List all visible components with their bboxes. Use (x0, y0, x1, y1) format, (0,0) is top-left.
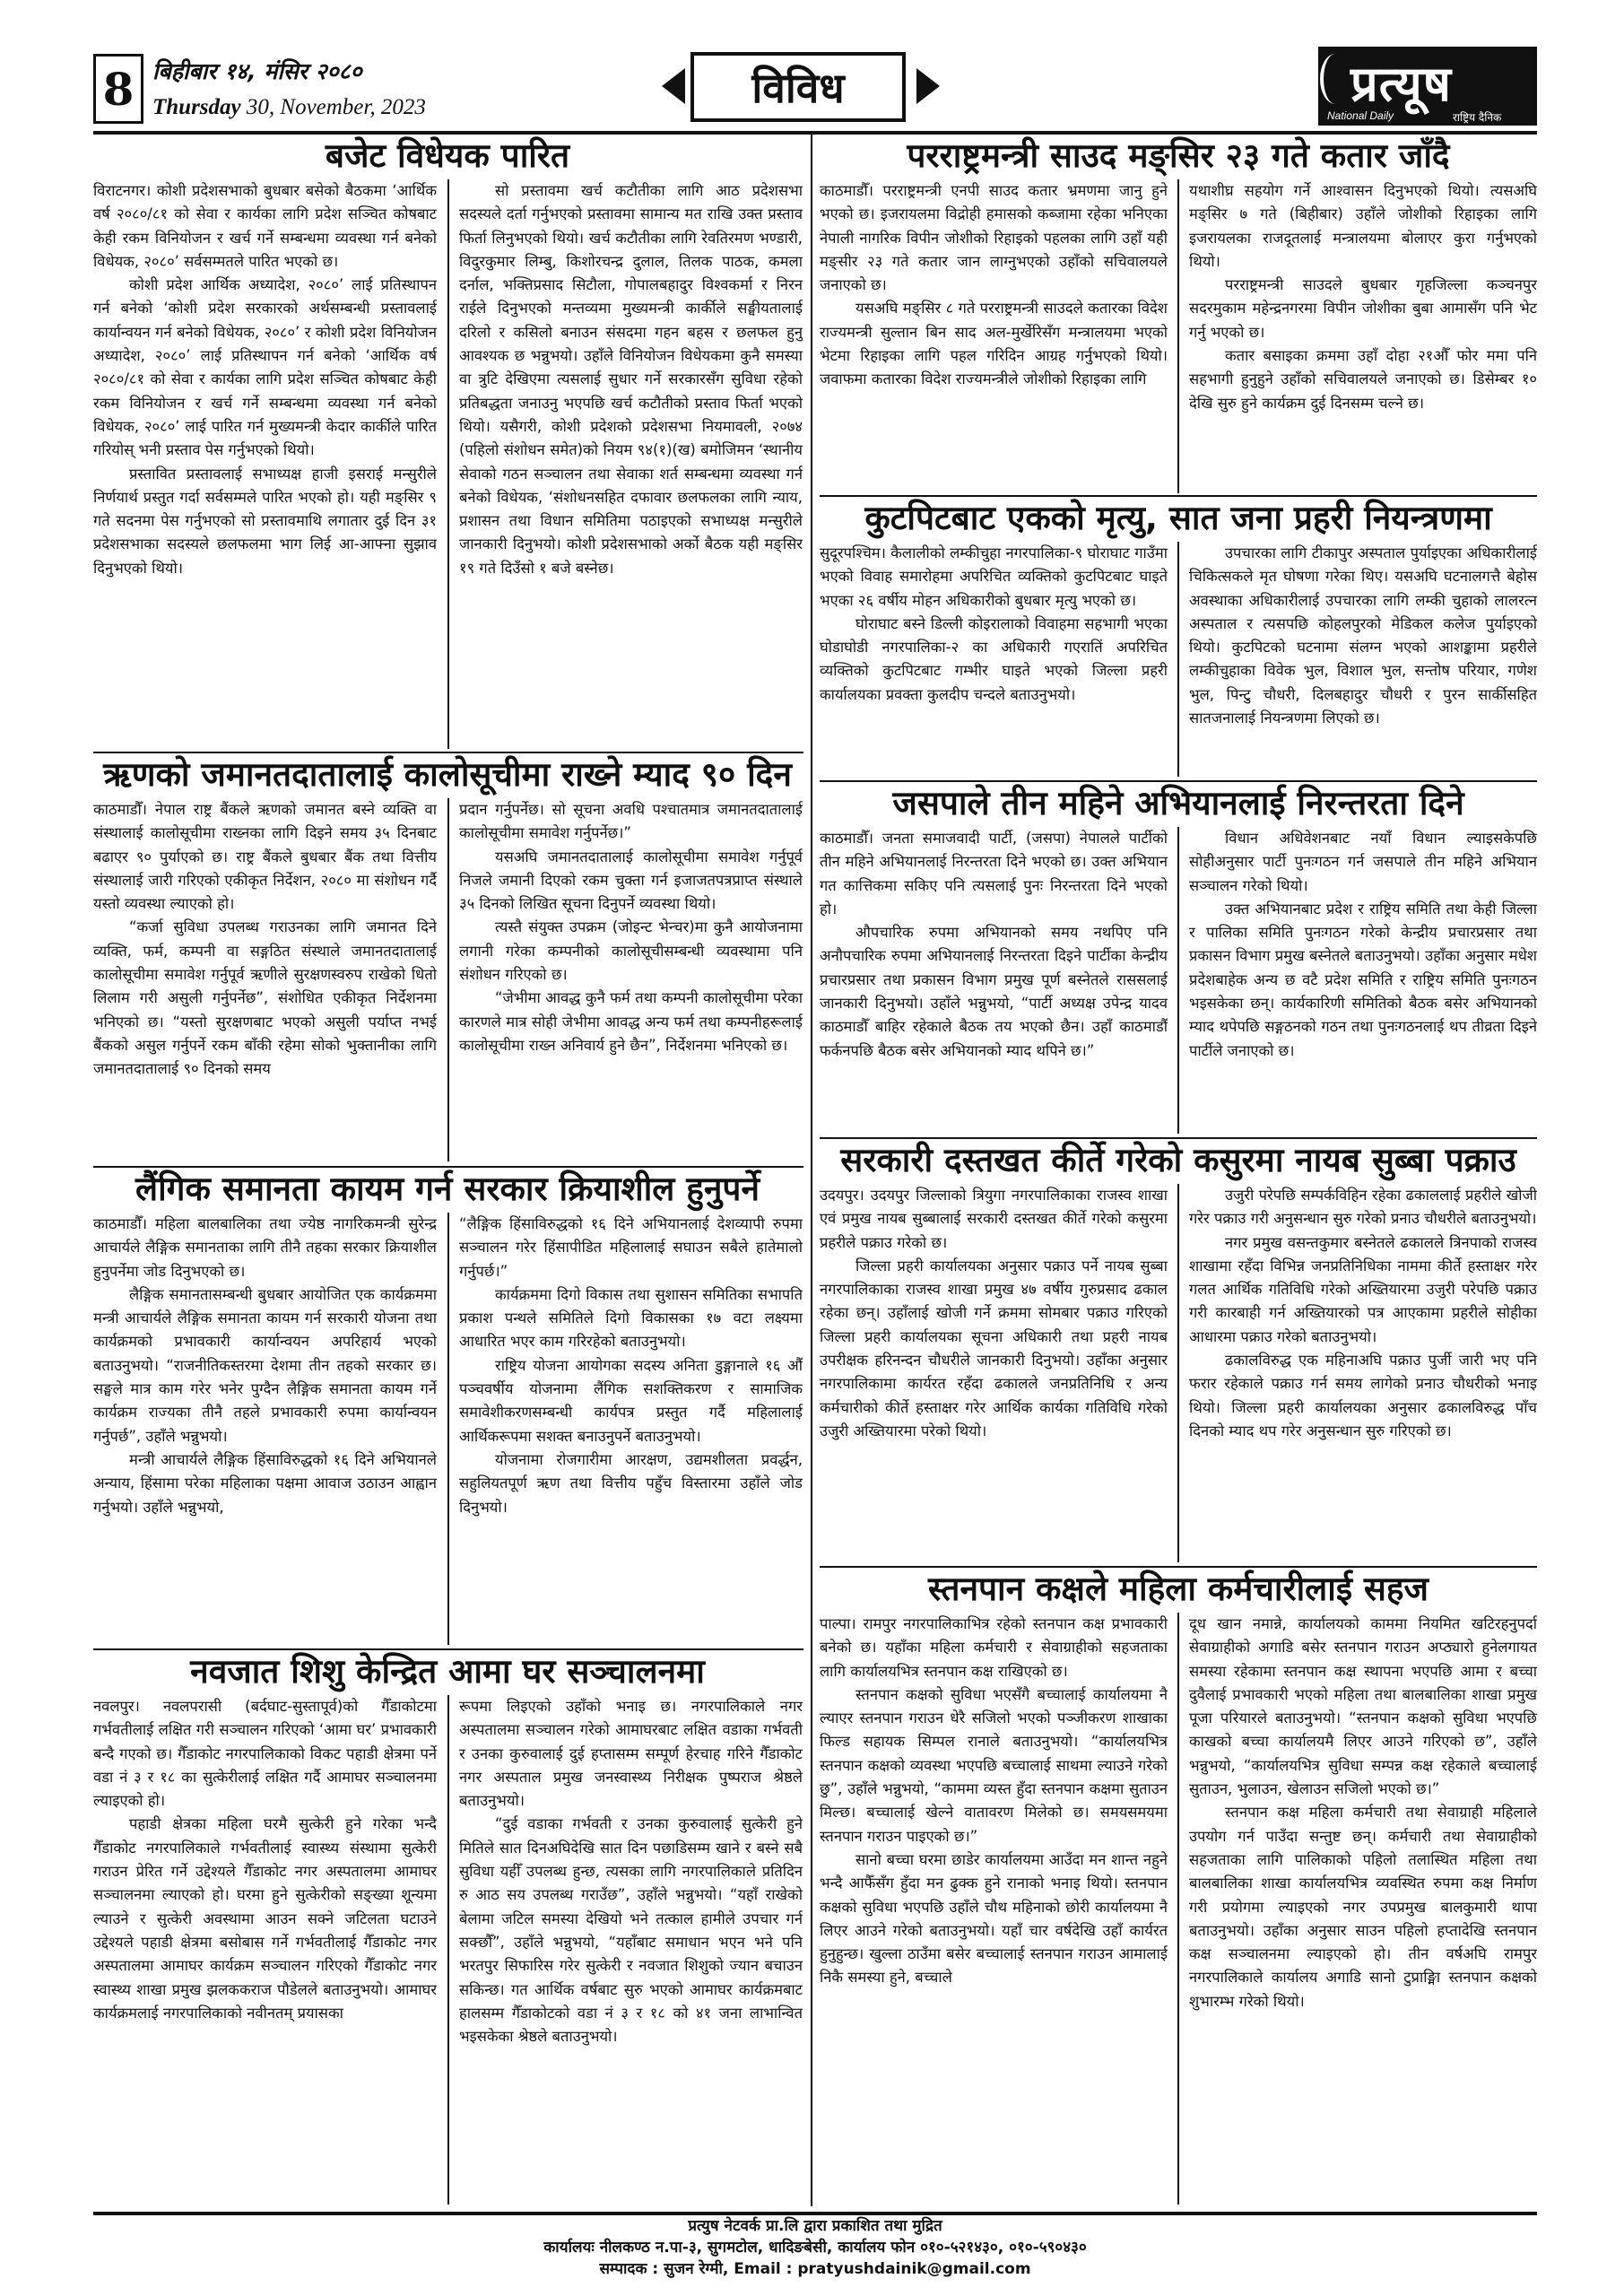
footer-address: कार्यालयः नीलकण्ठ न.पा-३, सुगमटोल, धादिङबेसी, कार्यालय फोन ०१०-५२१४३०, ०१०-५९०४३० (543, 2239, 1087, 2257)
column-rule (447, 179, 449, 749)
breastfeeding-col2 (1189, 1613, 1537, 2205)
paragraph: कतार बसाइका क्रममा उहाँ दोहा २१औँ फोर ममा पनि सहभागी हुनुहुने उहाँको सचिवालयले जनाएको छ। डिसेम्बर १० देखि सुरु हुने कार्यक्रम दुई दिनसम्म चल्ने छ। (1189, 347, 1537, 412)
column-rule (447, 1695, 449, 2205)
masthead-tag-en: National Daily (1327, 109, 1394, 122)
headline-maternity: नवजात शिशु केन्द्रित आमा घर सञ्चालनमा (190, 1652, 705, 1691)
budget-col2 (459, 179, 803, 749)
headline-foreign: परराष्ट्रमन्त्री साउद मङ्सिर २३ गते कतार जाँदै (907, 136, 1450, 175)
maternity-col1 (93, 1695, 437, 2205)
paragraph: उजुरी परेपछि सम्पर्कविहिन रहेका ढकाललाई प्रहरीले खोजी गरेर पक्राउ गरी अनुसन्धान सुरु गरेको प्रनाउ चौधरीले बताउनुभयो। (1189, 1187, 1537, 1228)
masthead-logo (1318, 47, 1537, 126)
column-rule (1177, 827, 1179, 1134)
foreign-col2 (1189, 179, 1537, 493)
column-rule (1177, 179, 1179, 493)
arrow-right-icon (916, 68, 940, 104)
paragraph: उपचारका लागि टीकापुर अस्पताल पुर्याइएका अधिकारीलाई चिकित्सकले मृत घोषणा गरेका थिए। यसअघि घटनालगत्तै बेहोस अवस्थाका अधिकारीलाई उपचारका लागि लम्की चुहाको लालरत्न अस्पताल र त्यसपछि कोहलपुरको मेडिकल कलेज पुर्याइएको थियो। कुटपिटको घटनामा संलग्न भएको आशङ्कामा प्रहरीले लम्कीचुहाका विवेक भुल, विशाल भुल, सन्तोष परियार, गणेश भुल, पिन्टु चौधरी, दिलबहादुर चौधरी र पुरन सार्कीसहित सातजनालाई नियन्त्रणमा लिएको छ। (1189, 544, 1537, 727)
paragraph: त्यस्तै संयुक्त उपक्रम (जोइन्ट भेन्चर)मा कुनै आयोजनामा लगानी गरेका कम्पनीको कालोसूचीसम्बन्धी व्यवस्थामा पनि संशोधन गरिएको छ। (459, 918, 803, 984)
breastfeeding-col1 (820, 1613, 1168, 2205)
footer-publisher: प्रत्युष नेटवर्क प्रा.लि द्वारा प्रकाशित तथा मुद्रित (688, 2217, 942, 2235)
column-rule (1177, 1613, 1179, 2205)
paragraph: मन्त्री आचार्यले लैङ्गिक हिंसाविरुद्धको १६ दिने अभियानले अन्याय, हिंसामा परेका महिलाका पक्षमा आवाज उठाउन आह्वान गर्नुभयो। उहाँले भन्नुभयो, (93, 1450, 437, 1516)
police-col2 (1189, 542, 1537, 777)
footer-editor: सम्पादक : सुजन रेग्मी, Email : pratyushdainik@gmail.com (599, 2260, 1031, 2278)
paragraph: काठमाडौँ। नेपाल राष्ट्र बैंकले ऋणको जमानत बस्ने व्यक्ति वा संस्थालाई कालोसूचीमा राख्नका लागि दिइने समय ३५ दिनबाट बढाएर ९० पुर्याएको छ। राष्ट्र बैंकले बुधबार बैंक तथा वित्तीय संस्थालाई जारी गरिएको एकीकृत निर्देशन, २०८० मा संशोधन गर्दै यस्तो व्यवस्था ल्याएको हो। (93, 801, 437, 913)
headline-breastfeeding: स्तनपान कक्षले महिला कर्मचारीलाई सहज (927, 1570, 1429, 1608)
paragraph: “दुई वडाका गर्भवती र उनका कुरुवालाई सुत्केरी हुने मितिले सात दिनअघिदेखि सात दिन पछाडिसम्म खाने र बस्ने सबै सुविधा यहीँ उपलब्ध हुन्छ, त्यसका लागि नगरपालिकाले प्रतिदिन रु आठ सय उपलब्ध गराउँछ”, उहाँले भन्नुभयो। “यहाँ राखेको बेलामा जटिल समस्या देखियो भने तत्काल हामीले उपचार गर्न सक्छौँ”, उहाँले भन्नुभयो, “यहाँबाट समाधान भएन भने पनि भरतपुर सिफारिस गरेर सुत्केरी र नवजात शिशुको ज्यान बचाउन सकिन्छ। गत आर्थिक वर्षबाट सुरु भएको आमाघर कार्यक्रमबाट हालसम्म गैँडाकोटको वडा नं ३ र १८ को ४१ जना लाभान्वित भइसकेका श्रेष्ठले बताउनुभयो। (459, 1815, 803, 2046)
column-rule (1177, 1184, 1179, 1562)
paragraph: “जेभीमा आवद्ध कुनै फर्म तथा कम्पनी कालोसूचीमा परेका कारणले मात्र सोही जेभीमा आवद्ध अन्य फर्म तथा कम्पनीहरूलाई कालोसूचीमा राख्न अनिवार्य हुने छैन”, निर्देशनमा भनिएको छ। (459, 989, 803, 1054)
imprint-footer (93, 2212, 1537, 2282)
loan-col1 (93, 798, 437, 1161)
paragraph: लैङ्गिक समानतासम्बन्धी बुधबार आयोजित एक कार्यक्रममा मन्त्री आचार्यले लैङ्गिक समानता कायम गर्न सरकारी योजना तथा कार्यक्रमको प्रभावकारी कार्यान्वयन अपरिहार्य भएको बताउनुभयो। “राजनीतिकस्तरमा देशमा तीन तहको सरकार छ। सङ्घले मात्र काम गरेर भनेर पुग्दैन लैङ्गिक समानता कायम गर्ने कार्यक्रम राज्यका तीनै तहले प्रभावकारी रुपमा कार्यान्वयन गर्नुपर्छ”, उहाँले भन्नुभयो। (93, 1285, 437, 1445)
page-number: 8 (93, 54, 143, 124)
paragraph: सो प्रस्तावमा खर्च कटौतीका लागि आठ प्रदेशसभा सदस्यले दर्ता गर्नुभएको प्रस्तावमा सामान्य मत राखि उक्त प्रस्ताव फिर्ता लिनुभएको थियो। खर्च कटौतीका लागि रेवतिरमण भण्डारी, विदुरकुमार लिम्बु, किशोरचन्द्र दुलाल, तिलक पाठक, कमला दर्नाल, भक्तिप्रसाद सिटौला, गोपालबहादुर विश्वकर्मा र निरन राईले दिनुभएको मन्तव्यमा मुख्यमन्त्री कार्कीले सङ्घीयतालाई दरिलो र कसिलो बनाउन संसदमा गहन बहस र छलफल हुनु आवश्यक छ भन्नुभयो। उहाँले विनियोजन विधेयकमा कुनै समस्या वा त्रुटि देखिएमा त्यसलाई सुधार गर्ने सरकारसँग सुविधा रहेको प्रतिबद्धता जनाउनु भएपछि खर्च कटौतीको प्रस्ताव फिर्ता भएको थियो। यसैगरी, कोशी प्रदेशको प्रदेशसभा नियमावली, २०७४ (पहिलो संशोधन समेत)को नियम ९४(१)(ख) बमोजिमन ‘स्थानीय सेवाको गठन सञ्चालन तथा सेवाका शर्त सम्बन्धमा व्यवस्था गर्न बनेको विधेयक, ‘संशोधनसहित दफावार छलफलका लागि न्याय, प्रशासन तथा विधान समितिमा पठाइएको सभाध्यक्ष मन्सुरीले जानकारी दिनुभयो। कोशी प्रदेशसभाको अर्को बैठक यही मङ्सिर १९ गते दिउँसो १ बजे बस्नेछ। (459, 182, 803, 577)
foreign-col1 (820, 179, 1168, 493)
paragraph: प्रदान गर्नुपर्नेछ। सो सूचना अवधि पश्चातमात्र जमानतदातालाई कालोसूचीमा समावेश गर्नुपर्नेछ।” (459, 801, 803, 842)
maternity-col2 (459, 1695, 803, 2205)
gender-col1 (93, 1213, 437, 1645)
paragraph: जिल्ला प्रहरी कार्यालयका अनुसार पक्राउ पर्ने नायब सुब्बा नगरपालिकाका राजस्व शाखा प्रमुख ४७ वर्षीय गुरुप्रसाद ढकाल रहेका छन्। उहाँलाई खोजी गर्ने क्रममा सोमबार पक्राउ गरिएको जिल्ला प्रहरी कार्यालयका सूचना अधिकारी तथा प्रहरी नायब उपरीक्षक हरिनन्दन चौधरीले जानकारी दिनुभयो। उहाँका अनुसार नगरपालिकामा कार्यरत रहँदा ढकालले जनप्रतिनिधि र अन्य कर्मचारीको कीर्ते हस्ताक्षर गरेर आर्थिक कार्यका गतिविधि गरेको उजुरी अख्तियारमा परेको थियो। (820, 1257, 1168, 1439)
paragraph: घोराघाट बस्ने डिल्ली कोइरालाको विवाहमा सहभागी भएका घोडाघोडी नगरपालिका-२ का अधिकारी गएरातिं अपरिचित व्यक्तिको कुटपिटबाट गम्भीर घाइते भएको जिल्ला प्रहरी कार्यालयका प्रवक्ता कुलदीप चन्दले बताउनुभयो। (820, 614, 1168, 703)
paragraph: सानो बच्चा घरमा छाडेर कार्यालयमा आउँदा मन शान्त नहुने भन्दै आफैँसँग हुँदा मन ढुक्क हुने रानाको भनाइ थियो। स्तनपान कक्षको सुविधा भएपछि उहाँले चौथ महिनाको छोरी कार्यालयमा नै लिएर आउने गरेको बताउनुभयो। यहाँ चार वर्षदेखि उहाँ कार्यरत हुनुहुन्छ। खुल्ला ठाउँमा बसेर बच्चालाई स्तनपान गराउन आमालाई निकै समस्या हुने, बच्चाले (820, 1850, 1168, 1987)
jaspa-col2 (1189, 827, 1537, 1134)
dateline (152, 54, 426, 126)
paragraph: प्रस्तावित प्रस्तावलाई सभाध्यक्ष हाजी इसराई मन्सुरीले निर्णयार्थ प्रस्तुत गर्दा सर्वसम्मले पारित भएको हो। यही मङ्सिर ९ गते सदनमा पेस गर्नुभएको सो प्रस्तावमाथि लगातार दुई दिन ३१ प्रदेशसभाका सदस्यले छलफलमा भाग लिई आ-आफ्ना सुझाव दिनुभएको थियो। (93, 465, 437, 577)
paragraph: ढकालविरुद्ध एक महिनाअघि पक्राउ पुर्जी जारी भए पनि फरार रहेकाले पक्राउ गर्न समय लागेको प्रनाउ चौधरीको भनाइ थियो। जिल्ला प्रहरी कार्यालयका अनुसार ढकालविरुद्ध पाँच दिनको म्याद थप गरेर अनुसन्धान सुरु गरिएको छ। (1189, 1352, 1537, 1439)
masthead-name: प्रत्यूष (1350, 56, 1452, 112)
headline-budget: बजेट विधेयक पारित (325, 136, 570, 175)
page-center-rule (811, 135, 812, 2206)
paragraph: “लैङ्गिक हिंसाविरुद्धको १६ दिने अभियानलाई देशव्यापी रुपमा सञ्चालन गरेर हिंसापीडित महिलालाई सघाउन सबैले हातेमालो गर्नुपर्छ।” (459, 1215, 803, 1280)
paragraph: यसअघि मङ्सिर ८ गते परराष्ट्रमन्त्री साउदले कतारका विदेश राज्यमन्त्री सुल्तान बिन साद अल-मुर्खेरिसँग मन्त्रालयमा भएको भेटमा रिहाइका लागि पहल गरिदिन आग्रह गर्नुभएको थियो। जवाफमा कतारका विदेश राज्यमन्त्रीले जोशीको रिहाइका लागि (820, 300, 1168, 388)
paragraph: पाल्पा। रामपुर नगरपालिकाभित्र रहेको स्तनपान कक्ष प्रभावकारी बनेको छ। यहाँका महिला कर्मचारी र सेवाग्राहीको सहजताका लागि कार्यालयभित्र स्तनपान कक्ष राखिएको छ। (820, 1615, 1168, 1680)
paragraph: नवलपुर। नवलपरासी (बर्दघाट-सुस्तापूर्व)को गैँडाकोटमा गर्भवतीलाई लक्षित गरी सञ्चालन गरिएको ‘आमा घर’ प्रभावकारी बन्दै गएको छ। गैँडाकोट नगरपालिकाको विकट पहाडी क्षेत्रमा पर्ने वडा नं ३ र १८ का सुत्केरीलाई लक्षित गर्दै आमाघर सञ्चालनमा ल्याइएको हो। (93, 1698, 437, 1810)
headline-jaspa: जसपाले तीन महिने अभियानलाई निरन्तरता दिने (892, 784, 1464, 822)
paragraph: परराष्ट्रमन्त्री साउदले बुधबार गृहजिल्ला कञ्चनपुर सदरमुकाम महेन्द्रनगरमा विपीन जोशीका बुबा आमासँग पनि भेट गर्नु भएको छ। (1189, 276, 1537, 341)
gender-col2 (459, 1213, 803, 1645)
paragraph: काठमाडौँ। जनता समाजवादी पार्टी, (जसपा) नेपालले पार्टीको तीन महिने अभियानलाई निरन्तरता दिने भएको छ। उक्त अभियान गत कात्तिकमा सकिए पनि त्यसलाई पुनः निरन्तरता दिने भएको हो। (820, 830, 1168, 918)
forgery-col2 (1189, 1184, 1537, 1562)
column-rule (1177, 542, 1179, 777)
date-english (152, 90, 426, 126)
paragraph: काठमाडौँ। महिला बालबालिका तथा ज्येष्ठ नागरिकमन्त्री सुरेन्द्र आचार्यले लैङ्गिक समानताका लागि तीनै तहका सरकार क्रियाशील हुनुपर्नेमा जोड दिनुभएको छ। (93, 1215, 437, 1280)
paragraph: राष्ट्रिय योजना आयोगका सदस्य अनिता डुङ्गानाले १६ औँ पञ्चवर्षीय योजनामा लैंगिक सशक्तिकरण र सामाजिक समावेशीकरणसम्बन्धी कार्यपत्र प्रस्तुत गर्दै महिलालाई आर्थिकरूपमा सशक्त बनाउनुपर्ने बताउनुभयो। (459, 1356, 803, 1445)
paragraph: नगर प्रमुख वसन्तकुमार बस्नेतले ढकालले त्रिनपाको राजस्व शाखामा रहँदा विभिन्न जनप्रतिनिधिका नाममा कीर्ते हस्ताक्षर गरेर गलत आर्थिक गतिविधि गरेको अख्तियारमा उजुरी परेपछि पक्राउ गरी कारबाही गर्न अख्तियारको पत्र आएकामा प्रहरीले सोहीका आधारमा पक्राउ गरेको बताउनुभयो। (1189, 1233, 1537, 1345)
paragraph: दूध खान नमान्ने, कार्यालयको काममा नियमित खटिरहनुपर्दा सेवाग्राहीको अगाडि बसेर स्तनपान गराउन अप्ठ्यारो हुनेलगायत समस्या रहेकामा स्तनपान कक्ष स्थापना भएपछि आमा र बच्चा दुवैलाई प्रभावकारी भएको महिला तथा बालबालिका शाखा प्रमुख पूजा परियारले बताउनुभयो। “स्तनपान कक्षको सुविधा भएपछि काखको बच्चा कार्यालयमै लिएर आउने गरिएको छ”, उहाँले भन्नुभयो, “कार्यालयभित्र सुविधा सम्पन्न कक्ष रहेकाले बच्चालाई सुताउन, भुलाउन, खेलाउन सजिलो भएको छ।” (1189, 1615, 1537, 1798)
paragraph: काठमाडौँ। परराष्ट्रमन्त्री एनपी साउद कतार भ्रमणमा जानु हुने भएको छ। इजरायलमा विद्रोही हमासको कब्जामा रहेका भनिएका नेपाली नागरिक विपीन जोशीको रिहाइको पहलका लागि उहाँ यही मङ्सीर २३ गते कतार जान लाग्नुभएको उहाँको सचिवालयले जनाएको छ। (820, 182, 1168, 294)
budget-col1 (93, 179, 437, 749)
headline-gender: लैंगिक समानता कायम गर्न सरकार क्रियाशील हुनुपर्ने (135, 1170, 760, 1208)
paragraph: “कर्जा सुविधा उपलब्ध गराउनका लागि जमानत दिने व्यक्ति, फर्म, कम्पनी वा सङ्गठित संस्थाले जमानतदातालाई कालोसूचीमा समावेश गर्नुपूर्व ऋणीले सुरक्षणस्वरुप राखेको धितो लिलाम गरी असुली गर्नुपर्नेछ”, संशोधित एकीकृत निर्देशनमा भनिएको छ। “यस्तो सुरक्षणबाट भएको असुली पर्याप्त नभई बैंकको असुल गर्नुपर्ने रकम बाँकी रहेमा सोको भुक्तानीका लागि जमानतदातालाई ९० दिनको समय (93, 918, 437, 1078)
paragraph: पहाडी क्षेत्रका महिला घरमै सुत्केरी हुने गरेका भन्दै गैँडाकोट नगरपालिकाले गर्भवतीलाई स्वास्थ्य संस्थामा सुत्केरी गराउन प्रेरित गर्ने उद्देश्यले गैँडाकोट नगर अस्पतालमा आमाघर सञ्चालनमा ल्याएको हो। घरमा हुने सुत्केरीको सङ्ख्या शून्यमा ल्याउने र सुत्केरी अवस्थामा आउन सक्ने जटिलता घटाउने उद्देश्यले पहाडी क्षेत्रमा बसोबास गर्ने गर्भवतीलाई गैँडाकोट नगर अस्पतालमा आमाघर कार्यक्रम सञ्चालन गरिएको गैँडाकोट नगर स्वास्थ्य शाखा प्रमुख झलककराज पौडेलले बताउनुभयो। आमाघर कार्यक्रमलाई नगरपालिकाको नवीनतम् प्रयासका (93, 1815, 437, 2022)
paragraph: औपचारिक रुपमा अभियानको समय नथपिए पनि अनौपचारिक रुपमा अभियानलाई निरन्तरता दिइने पार्टीका केन्द्रीय प्रचारप्रसार तथा प्रकासन विभाग प्रमुख पूर्ण बस्नेतले राससलाई जानकारी दिनुभयो। उहाँले भन्नुभयो, “पार्टी अध्यक्ष उपेन्द्र यादव काठमाडौँ बाहिर रहेकाले बैठक तय भएको छैन। उहाँ काठमाडौँ फर्कनपछि बैठक बसेर अभियानको म्याद थपिने छ।” (820, 924, 1168, 1059)
date-nepali: बिहीबार १४, मंसिर २०८० (152, 58, 362, 84)
forgery-col1 (820, 1184, 1168, 1562)
paragraph: उदयपुर। उदयपुर जिल्लाको त्रियुगा नगरपालिकाका राजस्व शाखा एवं प्रमुख नायब सुब्बालाई सरकारी दस्तखत कीर्ते गरेको कसुरमा प्रहरीले पक्राउ गरेको छ। (820, 1187, 1168, 1251)
masthead-tag-np: राष्ट्रिय दैनिक (1453, 111, 1502, 124)
paragraph: विधान अधिवेशनबाट नयाँ विधान ल्याइसकेपछि सोहीअनुसार पार्टी पुनःगठन गर्न जसपाले तीन महिने अभियान सञ्चालन गरेको थियो। (1189, 830, 1537, 894)
paragraph: यथाशीघ्र सहयोग गर्ने आश्वासन दिनुभएको थियो। त्यसअघि मङ्सिर ७ गते (बिहीबार) उहाँले जोशीको रिहाइका लागि इजरायलका राजदूतलाई मन्त्रालयमा बोलाएर कुरा गर्नुभएको थियो। (1189, 182, 1537, 270)
jaspa-col1 (820, 827, 1168, 1134)
paragraph: उक्त अभियानबाट प्रदेश र राष्ट्रिय समिति तथा केही जिल्ला र पालिका समिति पुनःगठन गरेको केन्द्रीय प्रचारप्रसार तथा प्रकासन विभाग प्रमुख बस्नेतले बताउनुभयो। उहाँका अनुसार मधेश प्रदेशबाहेक अन्य छ वटै प्रदेश समिति र राष्ट्रिय समिति पुनःगठन भइसकेका छन्। कार्यकारिणी समितिको बैठक बसेर अभियानको म्याद थपेपछि सङ्गठनको गठन तथा पुनःगठनलाई थप तीव्रता दिइने पार्टीले जनाएको छ। (1189, 900, 1537, 1059)
paragraph: विराटनगर। कोशी प्रदेशसभाको बुधबार बसेको बैठकमा ‘आर्थिक वर्ष २०८०/८१ को सेवा र कार्यका लागि प्रदेश सञ्चित कोषबाट केही रकम विनियोजन र खर्च गर्ने सम्बन्धमा व्यवस्था गर्न बनेको विधेयक, २०८०’ सर्वसम्मतले पारित भएको छ। (93, 182, 437, 270)
date-day: Thursday (152, 95, 241, 119)
date-full: 30, November, 2023 (246, 95, 426, 119)
paragraph: योजनामा रोजगारीमा आरक्षण, उद्यमशीलता प्रवर्द्धन, सहुलियतपूर्ण ऋण तथा वित्तीय पहुँच विस्तारमा उहाँले जोड दिनुभयो। (459, 1450, 803, 1516)
paragraph: स्तनपान कक्ष महिला कर्मचारी तथा सेवाग्राही महिलाले उपयोग गर्न पाउँदा सन्तुष्ट छन्। कर्मचारी तथा सेवाग्राहीको सहजताका लागि पालिकाको पहिलो तलास्थित महिला तथा बालबालिका शाखा कार्यालयभित्र व्यवस्थित रुपमा कक्ष निर्माण गरी प्रयोगमा ल्याइएको नगर उपप्रमुख बालकुमारी थापा बताउनुभयो। उहाँका अनुसार साउन पहिलो हप्तादेखि स्तनपान कक्ष सञ्चालनमा ल्याइएको हो। तीन वर्षअघि रामपुर नगरपालिकाले कार्यालय अगाडि सानो टुप्राङ्मिा स्तनपान कक्षको शुभारम्भ गरेको थियो। (1189, 1804, 1537, 2010)
headline-loan: ऋणको जमानतदातालाई कालोसूचीमा राख्ने म्याद ९० दिन (103, 755, 792, 794)
arrow-left-icon (662, 68, 685, 104)
headline-forgery: सरकारी दस्तखत कीर्ते गरेको कसुरमा नायब सुब्बा पक्राउ (840, 1141, 1516, 1179)
paragraph: रूपमा लिइएको उहाँको भनाइ छ। नगरपालिकाले नगर अस्पतालमा सञ्चालन गरेको आमाघरबाट लक्षित वडाका गर्भवती र उनका कुरुवालाई दुई हप्तासम्म सम्पूर्ण हेरचाह गरिने गैँडाकोट नगर अस्पताल प्रमुख जनस्वास्थ्य निरीक्षक पुष्पराज श्रेष्ठले बताउनुभयो। (459, 1698, 803, 1810)
sun-icon (1320, 54, 1350, 104)
headline-police: कुटपिटबाट एकको मृत्यु, सात जना प्रहरी नियन्त्रणमा (864, 499, 1492, 537)
paragraph: कार्यक्रममा दिगो विकास तथा सुशासन समितिका सभापति प्रकाश पन्थले समितिले दिगो विकासका १७ वटा लक्ष्यमा आधारित भएर काम गरिरहेको बताउनुभयो। (459, 1285, 803, 1351)
paragraph: सुदूरपश्चिम। कैलालीको लम्कीचुहा नगरपालिका-९ घोराघाट गाउँमा भएको विवाह समारोहमा अपरिचित व्यक्तिको कुटपिटबाट घाइते भएका २६ वर्षीय मोहन अधिकारीको बुधबार मृत्यु भएको छ। (820, 544, 1168, 609)
section-title: विविध (690, 52, 906, 122)
column-rule (447, 798, 449, 1161)
paragraph: स्तनपान कक्षको सुविधा भएसँगै बच्चालाई कार्यालयमा नै ल्याएर स्तनपान गराउन धेरै सजिलो भएको पञ्जीकरण शाखाका फिल्ड सहायक सिम्पल रानाले बताउनुभयो। “कार्यालयभित्र स्तनपान कक्षको व्यवस्था भएपछि बच्चालाई साथमा ल्याउने गरेको छु”, उहाँले भन्नुभयो, “काममा व्यस्त हुँदा स्तनपान कक्षमा सुताउन मिल्छ। बच्चालाई खेल्ने वातावरण मिलेको छ। समयसमयमा स्तनपान गराउन पाइएको छ।” (820, 1685, 1168, 1845)
loan-col2 (459, 798, 803, 1161)
column-rule (447, 1213, 449, 1645)
paragraph: यसअघि जमानतदातालाई कालोसूचीमा समावेश गर्नुपूर्व निजले जमानी दिएको रकम चुक्ता गर्न इजाजतपत्रप्राप्त संस्थाले ३५ दिनको लिखित सूचना दिनुपर्ने व्यवस्था थियो। (459, 848, 803, 913)
paragraph: कोशी प्रदेश आर्थिक अध्यादेश, २०८०’ लाई प्रतिस्थापन गर्न बनेको ‘कोशी प्रदेश सरकारको अर्थसम्बन्धी प्रस्तावलाई कार्यान्वयन गर्न बनेको विधेयक, २०८०’ र कोशी प्रदेश विनियोजन अध्यादेश, २०८०’ लाई प्रतिस्थापन गर्न बनेको ‘आर्थिक वर्ष २०८०/८१ को सेवा र कार्यका लागि प्रदेश सञ्चित कोषबाट केही रकम विनियोजन र खर्च गर्ने सम्बन्धमा व्यवस्था गर्न बनेको विधेयक, २०८०’ लाई पारित गर्न मुख्यमन्त्री केदार कार्कीले पारित गरियोस् भनी प्रस्ताव पेस गर्नुभएको थियो। (93, 276, 437, 459)
police-col1 (820, 542, 1168, 777)
